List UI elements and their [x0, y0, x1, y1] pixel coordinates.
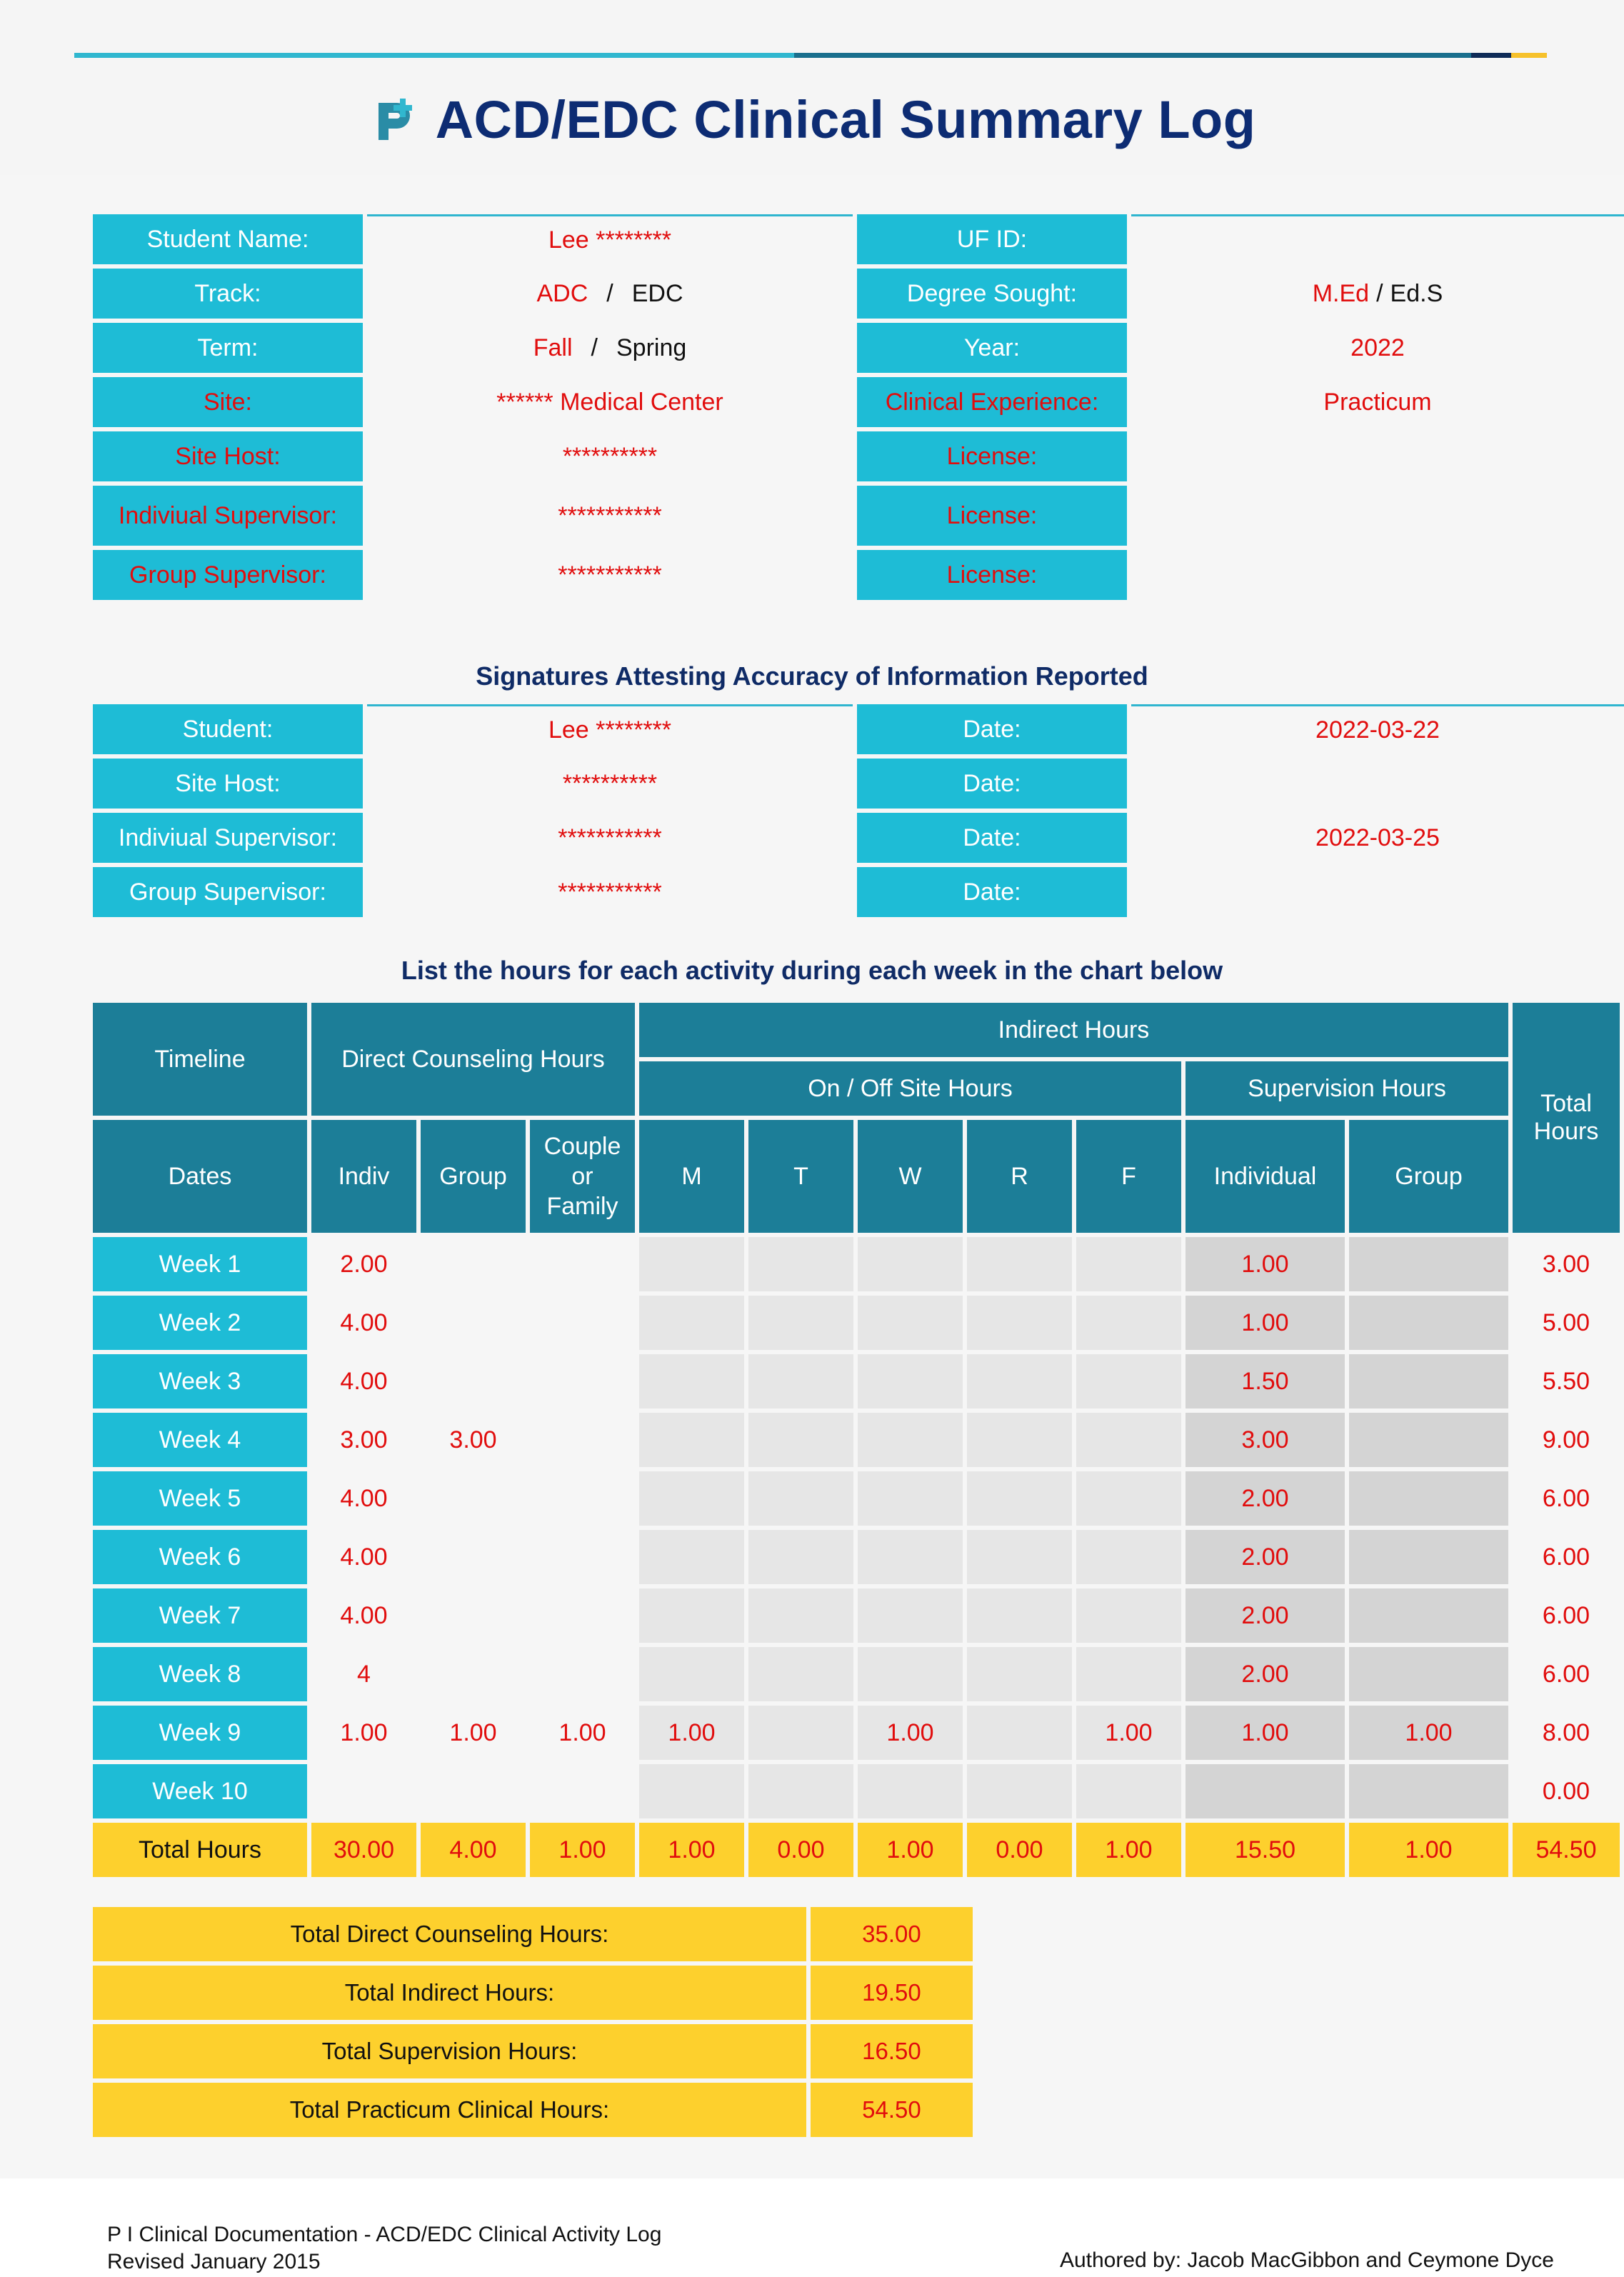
direct-hours-header: Direct Counseling Hours: [311, 1003, 639, 1120]
total-hours-header: Total Hours: [1513, 1003, 1624, 1237]
degree-label: Degree Sought:: [857, 269, 1127, 323]
summary-row: [93, 2024, 973, 2083]
hours-cell-total: 0.00: [1513, 1764, 1624, 1823]
license-value: [1131, 486, 1624, 550]
hours-cell-indiv: 4.00: [311, 1530, 421, 1588]
week-row: [93, 1296, 1624, 1354]
hours-cell-total: 6.00: [1513, 1530, 1624, 1588]
hours-cell-r: [967, 1764, 1076, 1823]
date-label: Date:: [857, 867, 1127, 921]
group-header: Group: [421, 1120, 530, 1237]
total-direct-value: 35.00: [811, 1907, 973, 1966]
hours-cell-total: 8.00: [1513, 1706, 1624, 1764]
hours-cell-r: [967, 1471, 1076, 1530]
footer-authors: Authored by: Jacob MacGibbon and Ceymone Dyce: [1059, 2248, 1554, 2272]
hours-cell-m: [639, 1354, 748, 1413]
friday-header: F: [1076, 1120, 1186, 1237]
header-stripe: [74, 53, 1547, 58]
stripe-segment: [1471, 53, 1511, 58]
hours-cell-t: [748, 1471, 858, 1530]
hours-cell-w: [858, 1237, 967, 1296]
hours-cell-r: [967, 1413, 1076, 1471]
hours-cell-group: [421, 1354, 530, 1413]
total-indirect-label: Total Indirect Hours:: [93, 1966, 811, 2024]
site-host-label: Site Host:: [93, 431, 363, 486]
signatures-table: [93, 704, 1624, 921]
total-practicum-label: Total Practicum Clinical Hours:: [93, 2083, 811, 2141]
student-signature-label: Student:: [93, 704, 363, 759]
term-value: [367, 323, 853, 377]
hours-cell-f: [1076, 1530, 1186, 1588]
hours-cell-t: [748, 1413, 858, 1471]
total-group: 4.00: [421, 1823, 530, 1881]
hours-cell-couple: [530, 1296, 639, 1354]
hours-cell-f: [1076, 1471, 1186, 1530]
site-host-signature-label: Site Host:: [93, 759, 363, 813]
indiv-supervisor-value: ***********: [367, 486, 853, 550]
group-supervisor-value: ***********: [367, 550, 853, 604]
signature-row: [93, 759, 1624, 813]
hours-cell-indiv: 4.00: [311, 1588, 421, 1647]
year-value: 2022: [1131, 323, 1624, 377]
indiv-supervisor-date-value: 2022-03-25: [1131, 813, 1624, 867]
hours-cell-couple: 1.00: [530, 1706, 639, 1764]
student-info-table: [93, 214, 1624, 604]
indirect-hours-header: Indirect Hours: [639, 1003, 1513, 1061]
hours-cell-indiv: 2.00: [311, 1237, 421, 1296]
hours-cell-m: [639, 1588, 748, 1647]
degree-value: [1131, 269, 1624, 323]
summary-table: [93, 1907, 973, 2141]
hours-cell-group: [421, 1296, 530, 1354]
totals-label: Total Hours: [93, 1823, 311, 1881]
term-fall: Fall: [533, 334, 573, 361]
track-separator: /: [606, 279, 613, 307]
hours-cell-f: [1076, 1354, 1186, 1413]
hours-cell-w: [858, 1354, 967, 1413]
hours-cell-f: [1076, 1296, 1186, 1354]
footer: [107, 2221, 661, 2276]
total-t: 0.00: [748, 1823, 858, 1881]
info-row: [93, 377, 1624, 431]
week-row: [93, 1764, 1624, 1823]
hours-cell-t: [748, 1647, 858, 1706]
total-r: 0.00: [967, 1823, 1076, 1881]
hours-cell-indiv: [311, 1764, 421, 1823]
total-couple: 1.00: [530, 1823, 639, 1881]
week-label: Week 6: [93, 1530, 311, 1588]
license-label: License:: [857, 486, 1127, 550]
thursday-header: R: [967, 1120, 1076, 1237]
hours-cell-m: [639, 1413, 748, 1471]
total-f: 1.00: [1076, 1823, 1186, 1881]
hours-cell-t: [748, 1354, 858, 1413]
hours-cell-w: [858, 1588, 967, 1647]
license-label: License:: [857, 550, 1127, 604]
hours-cell-sup-group: [1349, 1764, 1513, 1823]
degree-med: M.Ed: [1312, 279, 1370, 307]
hours-cell-group: [421, 1471, 530, 1530]
indiv-supervisor-label: Indiviual Supervisor:: [93, 486, 363, 550]
hours-table: [93, 1003, 1624, 1881]
hours-cell-group: [421, 1647, 530, 1706]
week-label: Week 10: [93, 1764, 311, 1823]
group-supervisor-signature-label: Group Supervisor:: [93, 867, 363, 921]
hours-cell-m: [639, 1647, 748, 1706]
week-row: [93, 1471, 1624, 1530]
date-label: Date:: [857, 813, 1127, 867]
hours-cell-sup-indiv: 2.00: [1186, 1471, 1349, 1530]
hours-cell-total: 5.00: [1513, 1296, 1624, 1354]
totals-row: [93, 1823, 1624, 1881]
hours-cell-group: [421, 1764, 530, 1823]
hours-cell-total: 5.50: [1513, 1354, 1624, 1413]
total-all: 54.50: [1513, 1823, 1624, 1881]
hours-cell-f: [1076, 1237, 1186, 1296]
summary-row: [93, 1907, 973, 1966]
date-label: Date:: [857, 759, 1127, 813]
hours-cell-t: [748, 1764, 858, 1823]
hours-cell-couple: [530, 1647, 639, 1706]
hours-cell-total: 9.00: [1513, 1413, 1624, 1471]
indiv-header: Indiv: [311, 1120, 421, 1237]
couple-family-header: Couple or Family: [530, 1120, 639, 1237]
hours-cell-sup-group: [1349, 1530, 1513, 1588]
total-supervision-value: 16.50: [811, 2024, 973, 2083]
ufid-value: [1131, 214, 1624, 269]
group-supervisor-signature-value: ***********: [367, 867, 853, 921]
timeline-header: Timeline: [93, 1003, 311, 1120]
clinical-experience-label: Clinical Experience:: [857, 377, 1127, 431]
hours-cell-total: 6.00: [1513, 1588, 1624, 1647]
title-row: [0, 80, 1624, 159]
wednesday-header: W: [858, 1120, 967, 1237]
week-row: [93, 1413, 1624, 1471]
track-adc: ADC: [536, 279, 588, 307]
hours-cell-sup-group: [1349, 1588, 1513, 1647]
hours-cell-indiv: 3.00: [311, 1413, 421, 1471]
hours-cell-w: [858, 1471, 967, 1530]
week-row: [93, 1588, 1624, 1647]
license-value: [1131, 550, 1624, 604]
dates-header: Dates: [93, 1120, 311, 1237]
clinical-experience-value: Practicum: [1131, 377, 1624, 431]
hours-cell-couple: [530, 1530, 639, 1588]
tuesday-header: T: [748, 1120, 858, 1237]
date-label: Date:: [857, 704, 1127, 759]
hours-cell-w: [858, 1296, 967, 1354]
year-label: Year:: [857, 323, 1127, 377]
info-row: [93, 214, 1624, 269]
hours-cell-t: [748, 1296, 858, 1354]
hours-cell-sup-indiv: 3.00: [1186, 1413, 1349, 1471]
hours-cell-r: [967, 1588, 1076, 1647]
week-row: [93, 1706, 1624, 1764]
hours-cell-w: [858, 1764, 967, 1823]
student-signature-value: Lee ********: [367, 704, 853, 759]
total-indiv: 30.00: [311, 1823, 421, 1881]
term-separator: /: [591, 334, 598, 361]
hours-cell-sup-group: [1349, 1413, 1513, 1471]
hours-cell-r: [967, 1237, 1076, 1296]
site-label: Site:: [93, 377, 363, 431]
group-supervisor-date-value: [1131, 867, 1624, 921]
week-label: Week 8: [93, 1647, 311, 1706]
sup-individual-header: Individual: [1186, 1120, 1349, 1237]
week-row: [93, 1237, 1624, 1296]
hours-cell-t: [748, 1588, 858, 1647]
sup-group-header: Group: [1349, 1120, 1513, 1237]
student-name-label: Student Name:: [93, 214, 363, 269]
header-row: [93, 1120, 1624, 1237]
ufid-label: UF ID:: [857, 214, 1127, 269]
week-label: Week 5: [93, 1471, 311, 1530]
week-row: [93, 1354, 1624, 1413]
indiv-supervisor-signature-label: Indiviual Supervisor:: [93, 813, 363, 867]
group-supervisor-label: Group Supervisor:: [93, 550, 363, 604]
hours-cell-f: [1076, 1764, 1186, 1823]
total-sup-group: 1.00: [1349, 1823, 1513, 1881]
hours-cell-total: 3.00: [1513, 1237, 1624, 1296]
term-label: Term:: [93, 323, 363, 377]
total-practicum-value: 54.50: [811, 2083, 973, 2141]
week-row: [93, 1530, 1624, 1588]
track-edc: EDC: [631, 279, 683, 307]
hours-cell-r: [967, 1706, 1076, 1764]
week-label: Week 3: [93, 1354, 311, 1413]
info-row: [93, 431, 1624, 486]
hours-cell-f: [1076, 1647, 1186, 1706]
hours-cell-w: 1.00: [858, 1706, 967, 1764]
hours-cell-w: [858, 1413, 967, 1471]
week-label: Week 2: [93, 1296, 311, 1354]
hours-cell-indiv: 1.00: [311, 1706, 421, 1764]
site-value: ****** Medical Center: [367, 377, 853, 431]
signature-row: [93, 704, 1624, 759]
info-row: [93, 323, 1624, 377]
site-host-date-value: [1131, 759, 1624, 813]
hours-cell-sup-indiv: 2.00: [1186, 1530, 1349, 1588]
info-row: [93, 269, 1624, 323]
stripe-segment: [794, 53, 1471, 58]
hours-cell-m: 1.00: [639, 1706, 748, 1764]
total-sup-indiv: 15.50: [1186, 1823, 1349, 1881]
onoff-site-header: On / Off Site Hours: [639, 1061, 1186, 1120]
hours-cell-sup-indiv: 1.50: [1186, 1354, 1349, 1413]
track-label: Track:: [93, 269, 363, 323]
hours-body: [93, 1237, 1624, 1823]
hours-cell-sup-indiv: 2.00: [1186, 1588, 1349, 1647]
hours-cell-r: [967, 1647, 1076, 1706]
total-direct-label: Total Direct Counseling Hours:: [93, 1907, 811, 1966]
total-supervision-label: Total Supervision Hours:: [93, 2024, 811, 2083]
info-row: [93, 486, 1624, 550]
week-label: Week 4: [93, 1413, 311, 1471]
hours-cell-couple: [530, 1588, 639, 1647]
site-host-signature-value: **********: [367, 759, 853, 813]
footer-revised: Revised January 2015: [107, 2250, 321, 2273]
medical-cross-logo-icon: [369, 96, 418, 146]
hours-cell-t: [748, 1706, 858, 1764]
hours-instruction: List the hours for each activity during each week in the chart below: [401, 956, 1223, 985]
monday-header: M: [639, 1120, 748, 1237]
hours-cell-sup-group: [1349, 1237, 1513, 1296]
hours-cell-r: [967, 1354, 1076, 1413]
hours-cell-m: [639, 1237, 748, 1296]
hours-cell-group: 1.00: [421, 1706, 530, 1764]
hours-cell-t: [748, 1237, 858, 1296]
license-value: [1131, 431, 1624, 486]
hours-cell-r: [967, 1530, 1076, 1588]
hours-cell-m: [639, 1296, 748, 1354]
stripe-segment: [74, 53, 794, 58]
hours-cell-w: [858, 1530, 967, 1588]
hours-cell-m: [639, 1530, 748, 1588]
hours-cell-couple: [530, 1413, 639, 1471]
hours-cell-sup-indiv: 1.00: [1186, 1706, 1349, 1764]
page-title: ACD/EDC Clinical Summary Log: [435, 89, 1256, 149]
hours-cell-f: 1.00: [1076, 1706, 1186, 1764]
hours-cell-indiv: 4: [311, 1647, 421, 1706]
hours-cell-r: [967, 1296, 1076, 1354]
hours-cell-sup-group: [1349, 1354, 1513, 1413]
hours-cell-group: [421, 1530, 530, 1588]
hours-cell-indiv: 4.00: [311, 1296, 421, 1354]
hours-cell-sup-group: 1.00: [1349, 1706, 1513, 1764]
student-name-value: Lee ********: [367, 214, 853, 269]
hours-cell-sup-group: [1349, 1471, 1513, 1530]
track-value: [367, 269, 853, 323]
term-spring: Spring: [616, 334, 687, 361]
hours-cell-f: [1076, 1413, 1186, 1471]
hours-cell-total: 6.00: [1513, 1647, 1624, 1706]
hours-cell-sup-group: [1349, 1647, 1513, 1706]
indiv-supervisor-signature-value: ***********: [367, 813, 853, 867]
hours-cell-w: [858, 1647, 967, 1706]
signature-row: [93, 867, 1624, 921]
total-m: 1.00: [639, 1823, 748, 1881]
hours-cell-couple: [530, 1237, 639, 1296]
license-label: License:: [857, 431, 1127, 486]
week-row: [93, 1647, 1624, 1706]
header-row: [93, 1003, 1624, 1061]
hours-cell-m: [639, 1471, 748, 1530]
hours-cell-sup-indiv: 1.00: [1186, 1296, 1349, 1354]
hours-cell-sup-group: [1349, 1296, 1513, 1354]
student-date-value: 2022-03-22: [1131, 704, 1624, 759]
hours-cell-sup-indiv: [1186, 1764, 1349, 1823]
signature-row: [93, 813, 1624, 867]
total-indirect-value: 19.50: [811, 1966, 973, 2024]
week-label: Week 9: [93, 1706, 311, 1764]
hours-cell-group: 3.00: [421, 1413, 530, 1471]
hours-cell-group: [421, 1237, 530, 1296]
hours-cell-t: [748, 1530, 858, 1588]
signatures-title: Signatures Attesting Accuracy of Information Reported: [476, 661, 1148, 691]
degree-separator: /: [1376, 279, 1383, 307]
hours-cell-indiv: 4.00: [311, 1354, 421, 1413]
summary-row: [93, 1966, 973, 2024]
total-w: 1.00: [858, 1823, 967, 1881]
hours-cell-indiv: 4.00: [311, 1471, 421, 1530]
week-label: Week 1: [93, 1237, 311, 1296]
hours-cell-f: [1076, 1588, 1186, 1647]
hours-cell-m: [639, 1764, 748, 1823]
stripe-segment: [1511, 53, 1547, 58]
hours-cell-sup-indiv: 1.00: [1186, 1237, 1349, 1296]
hours-cell-couple: [530, 1354, 639, 1413]
footer-doc-title: P I Clinical Documentation - ACD/EDC Clinical Activity Log: [107, 2223, 662, 2246]
summary-row: [93, 2083, 973, 2141]
info-row: [93, 550, 1624, 604]
hours-cell-total: 6.00: [1513, 1471, 1624, 1530]
hours-cell-sup-indiv: 2.00: [1186, 1647, 1349, 1706]
hours-cell-group: [421, 1588, 530, 1647]
supervision-header: Supervision Hours: [1186, 1061, 1513, 1120]
hours-cell-couple: [530, 1764, 639, 1823]
week-label: Week 7: [93, 1588, 311, 1647]
hours-cell-couple: [530, 1471, 639, 1530]
degree-eds: Ed.S: [1390, 279, 1443, 307]
site-host-value: **********: [367, 431, 853, 486]
